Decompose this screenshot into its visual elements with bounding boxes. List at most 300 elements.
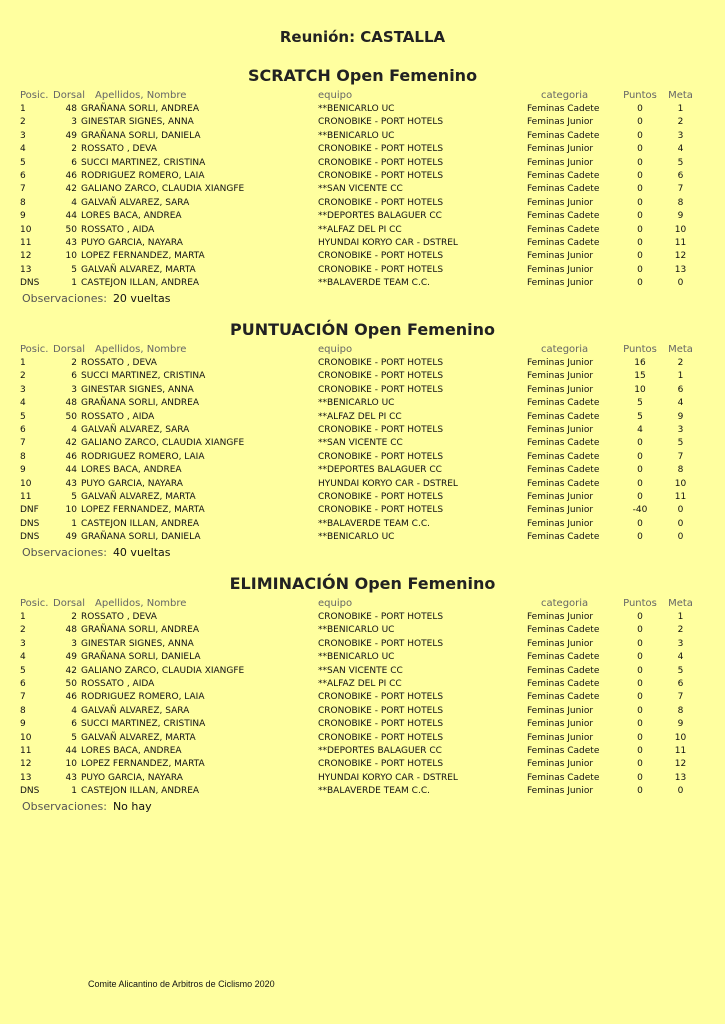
cell-points: 0 <box>637 465 643 476</box>
cell-team: CRONOBIKE - PORT HOTELS <box>318 171 444 182</box>
cell-dorsal: 6 <box>71 719 77 730</box>
cell-category: Feminas Junior <box>527 732 594 743</box>
cell-meta: 11 <box>674 238 687 249</box>
cell-dorsal: 50 <box>65 679 77 690</box>
table-row <box>20 732 700 745</box>
cell-category: Feminas Cadete <box>527 184 600 195</box>
table-row <box>20 411 700 424</box>
cell-name: ROSSATO , DEVA <box>81 144 157 155</box>
table-row <box>20 370 700 383</box>
cell-name: GRAÑANA SORLI, DANIELA <box>81 652 201 663</box>
section-eliminacion <box>0 574 725 815</box>
cell-pos: 12 <box>20 759 32 770</box>
cell-name: ROSSATO , AIDA <box>81 224 155 235</box>
cell-pos: DNS <box>20 532 40 543</box>
cell-category: Feminas Cadete <box>527 224 600 235</box>
cell-pos: 12 <box>20 251 32 262</box>
cell-pos: 10 <box>20 224 32 235</box>
cell-category: Feminas Cadete <box>527 692 600 703</box>
table-row <box>20 464 700 477</box>
cell-meta: 0 <box>677 786 684 797</box>
cell-name: ROSSATO , DEVA <box>81 358 157 368</box>
header-points: Puntos <box>623 90 657 101</box>
header-name: Apellidos, Nombre <box>95 598 187 609</box>
section-scratch <box>0 66 725 307</box>
header-pos: Posic. <box>20 598 49 609</box>
header-meta: Meta <box>668 90 693 101</box>
cell-points: 5 <box>637 411 643 422</box>
cell-team: CRONOBIKE - PORT HOTELS <box>318 732 444 743</box>
cell-meta: 1 <box>677 371 684 382</box>
cell-team: **BALAVERDE TEAM C.C. <box>318 278 430 289</box>
cell-dorsal: 4 <box>71 425 77 436</box>
cell-pos: 1 <box>20 612 26 622</box>
cell-points: 0 <box>637 746 643 757</box>
table-row <box>20 491 700 504</box>
cell-category: Feminas Cadete <box>527 171 600 182</box>
cell-points: 0 <box>637 786 643 797</box>
cell-meta: 12 <box>674 759 687 770</box>
cell-name: LOPEZ FERNANDEZ, MARTA <box>81 505 205 516</box>
cell-dorsal: 4 <box>71 705 77 716</box>
cell-name: LORES BACA, ANDREA <box>81 465 182 476</box>
table-row <box>20 437 700 450</box>
cell-team: CRONOBIKE - PORT HOTELS <box>318 612 444 622</box>
cell-points: 0 <box>637 238 643 249</box>
cell-category: Feminas Junior <box>527 144 594 155</box>
cell-team: **BALAVERDE TEAM C.C. <box>318 786 430 797</box>
cell-team: **DEPORTES BALAGUER CC <box>318 465 442 476</box>
cell-meta: 5 <box>677 157 684 168</box>
cell-category: Feminas Junior <box>527 197 594 208</box>
results-table <box>20 343 700 545</box>
table-row <box>20 705 700 718</box>
cell-meta: 2 <box>677 117 684 128</box>
cell-dorsal: 3 <box>71 384 77 395</box>
cell-name: GRAÑANA SORLI, ANDREA <box>81 104 200 114</box>
cell-name: GALIANO ZARCO, CLAUDIA XIANGFE <box>81 184 245 195</box>
cell-dorsal: 10 <box>65 251 77 262</box>
cell-dorsal: 3 <box>71 638 77 649</box>
cell-points: 0 <box>637 679 643 690</box>
observations-value: 20 vueltas <box>112 291 171 305</box>
cell-team: **BENICARLO UC <box>318 532 395 543</box>
cell-points: 0 <box>637 438 643 449</box>
cell-category: Feminas Junior <box>527 384 594 395</box>
cell-category: Feminas Junior <box>527 518 594 529</box>
table-row <box>20 718 700 731</box>
header-pos: Posic. <box>20 344 49 355</box>
cell-team: **ALFAZ DEL PI CC <box>318 679 402 690</box>
cell-pos: 5 <box>20 157 26 168</box>
cell-pos: 13 <box>20 772 32 783</box>
cell-points: 0 <box>637 638 643 649</box>
results-table <box>20 597 700 799</box>
cell-meta: 4 <box>677 398 684 409</box>
cell-name: GALVAÑ ALVAREZ, MARTA <box>81 492 196 503</box>
cell-dorsal: 49 <box>65 652 77 663</box>
table-row <box>20 277 700 290</box>
cell-category: Feminas Junior <box>527 759 594 770</box>
cell-pos: 8 <box>20 197 26 208</box>
table-row <box>20 691 700 704</box>
header-team: equipo <box>318 90 353 101</box>
cell-category: Feminas Cadete <box>527 465 600 476</box>
cell-category: Feminas Cadete <box>527 104 600 114</box>
cell-meta: 3 <box>677 638 684 649</box>
table-row <box>20 397 700 410</box>
cell-name: GALVAÑ ALVAREZ, SARA <box>81 705 190 716</box>
cell-pos: 7 <box>20 438 26 449</box>
table-header-row <box>20 597 700 611</box>
table-row <box>20 785 700 798</box>
cell-points: 0 <box>637 171 643 182</box>
cell-team: CRONOBIKE - PORT HOTELS <box>318 719 444 730</box>
cell-category: Feminas Cadete <box>527 130 600 141</box>
cell-dorsal: 10 <box>65 759 77 770</box>
cell-pos: 2 <box>20 371 26 382</box>
cell-dorsal: 1 <box>71 278 77 289</box>
cell-team: CRONOBIKE - PORT HOTELS <box>318 197 444 208</box>
cell-points: 0 <box>637 518 643 529</box>
cell-team: CRONOBIKE - PORT HOTELS <box>318 638 444 649</box>
cell-team: **DEPORTES BALAGUER CC <box>318 211 442 222</box>
cell-dorsal: 42 <box>65 184 77 195</box>
header-pos: Posic. <box>20 90 49 101</box>
cell-dorsal: 4 <box>71 197 77 208</box>
cell-pos: 1 <box>20 358 26 368</box>
cell-category: Feminas Junior <box>527 117 594 128</box>
cell-name: PUYO GARCIA, NAYARA <box>81 478 183 489</box>
cell-team: CRONOBIKE - PORT HOTELS <box>318 251 444 262</box>
cell-points: 0 <box>637 719 643 730</box>
cell-dorsal: 50 <box>65 224 77 235</box>
cell-dorsal: 2 <box>71 612 77 622</box>
cell-meta: 2 <box>677 625 684 636</box>
cell-pos: 1 <box>20 104 26 114</box>
observations-label: Observaciones: <box>22 799 107 813</box>
cell-name: ROSSATO , AIDA <box>81 411 155 422</box>
cell-dorsal: 43 <box>65 238 77 249</box>
cell-meta: 1 <box>677 612 684 622</box>
section-title: SCRATCH Open Femenino <box>247 66 478 85</box>
table-row <box>20 624 700 637</box>
header-meta: Meta <box>668 344 693 355</box>
cell-pos: 11 <box>20 746 32 757</box>
cell-pos: 3 <box>20 130 26 141</box>
cell-points: -40 <box>632 505 648 516</box>
table-row <box>20 651 700 664</box>
cell-team: CRONOBIKE - PORT HOTELS <box>318 358 444 368</box>
cell-dorsal: 6 <box>71 371 77 382</box>
cell-name: GRAÑANA SORLI, ANDREA <box>81 398 200 409</box>
cell-points: 0 <box>637 184 643 195</box>
cell-pos: DNS <box>20 786 40 797</box>
cell-points: 0 <box>637 705 643 716</box>
cell-category: Feminas Junior <box>527 505 594 516</box>
cell-dorsal: 5 <box>71 492 77 503</box>
cell-points: 0 <box>637 692 643 703</box>
observations-value: 40 vueltas <box>112 545 171 559</box>
cell-meta: 10 <box>674 224 687 235</box>
cell-category: Feminas Cadete <box>527 478 600 489</box>
cell-points: 0 <box>637 451 643 462</box>
cell-pos: DNS <box>20 518 40 529</box>
cell-pos: 6 <box>20 679 26 690</box>
cell-meta: 7 <box>677 184 684 195</box>
cell-name: GINESTAR SIGNES, ANNA <box>81 638 194 649</box>
cell-points: 4 <box>637 425 643 436</box>
cell-team: CRONOBIKE - PORT HOTELS <box>318 492 444 503</box>
cell-category: Feminas Cadete <box>527 665 600 676</box>
cell-points: 0 <box>637 278 643 289</box>
table-header-row <box>20 89 700 103</box>
cell-category: Feminas Junior <box>527 719 594 730</box>
cell-name: ROSSATO , DEVA <box>81 612 157 622</box>
cell-points: 0 <box>637 625 643 636</box>
cell-dorsal: 44 <box>65 465 77 476</box>
cell-name: PUYO GARCIA, NAYARA <box>81 772 183 783</box>
table-row <box>20 638 700 651</box>
observations <box>22 799 725 815</box>
cell-dorsal: 6 <box>71 157 77 168</box>
header-category: categoria <box>541 598 589 609</box>
cell-meta: 11 <box>674 492 687 503</box>
cell-dorsal: 48 <box>65 104 77 114</box>
cell-meta: 12 <box>674 251 687 262</box>
cell-category: Feminas Cadete <box>527 451 600 462</box>
cell-name: RODRIGUEZ ROMERO, LAIA <box>81 692 205 703</box>
cell-meta: 5 <box>677 438 684 449</box>
cell-meta: 8 <box>677 465 684 476</box>
cell-category: Feminas Cadete <box>527 238 600 249</box>
cell-meta: 8 <box>677 197 684 208</box>
cell-team: CRONOBIKE - PORT HOTELS <box>318 705 444 716</box>
cell-name: GINESTAR SIGNES, ANNA <box>81 117 194 128</box>
table-row <box>20 384 700 397</box>
table-row <box>20 678 700 691</box>
table-row <box>20 197 700 210</box>
cell-team: CRONOBIKE - PORT HOTELS <box>318 692 444 703</box>
cell-pos: 13 <box>20 264 32 275</box>
cell-team: CRONOBIKE - PORT HOTELS <box>318 384 444 395</box>
cell-meta: 6 <box>677 679 684 690</box>
cell-points: 0 <box>637 264 643 275</box>
cell-meta: 0 <box>677 505 684 516</box>
cell-team: CRONOBIKE - PORT HOTELS <box>318 264 444 275</box>
cell-team: HYUNDAI KORYO CAR - DSTREL <box>318 238 458 249</box>
table-row <box>20 357 700 370</box>
cell-pos: 9 <box>20 211 26 222</box>
cell-pos: 10 <box>20 478 32 489</box>
cell-pos: DNF <box>20 505 39 516</box>
cell-team: **BALAVERDE TEAM C.C. <box>318 518 430 529</box>
header-category: categoria <box>541 344 589 355</box>
cell-points: 0 <box>637 224 643 235</box>
cell-name: GALVAÑ ALVAREZ, MARTA <box>81 264 196 275</box>
cell-dorsal: 44 <box>65 746 77 757</box>
cell-category: Feminas Cadete <box>527 398 600 409</box>
cell-team: **BENICARLO UC <box>318 652 395 663</box>
cell-category: Feminas Junior <box>527 492 594 503</box>
cell-name: PUYO GARCIA, NAYARA <box>81 238 183 249</box>
cell-category: Feminas Cadete <box>527 532 600 543</box>
table-row <box>20 758 700 771</box>
cell-meta: 0 <box>677 532 684 543</box>
cell-name: GRAÑANA SORLI, DANIELA <box>81 130 201 141</box>
cell-points: 0 <box>637 144 643 155</box>
cell-category: Feminas Junior <box>527 425 594 436</box>
cell-category: Feminas Junior <box>527 638 594 649</box>
header-dorsal: Dorsal <box>53 90 86 101</box>
cell-meta: 10 <box>674 478 687 489</box>
cell-points: 15 <box>634 371 646 382</box>
cell-category: Feminas Cadete <box>527 411 600 422</box>
cell-pos: 4 <box>20 144 26 155</box>
table-row <box>20 424 700 437</box>
cell-points: 0 <box>637 211 643 222</box>
cell-category: Feminas Junior <box>527 371 594 382</box>
cell-meta: 3 <box>677 130 684 141</box>
cell-meta: 1 <box>677 104 684 114</box>
cell-category: Feminas Junior <box>527 358 594 368</box>
cell-pos: 8 <box>20 451 26 462</box>
cell-pos: 10 <box>20 732 32 743</box>
cell-name: GALVAÑ ALVAREZ, SARA <box>81 425 190 436</box>
cell-pos: 7 <box>20 692 26 703</box>
cell-pos: 8 <box>20 705 26 716</box>
cell-pos: 5 <box>20 411 26 422</box>
cell-meta: 7 <box>677 692 684 703</box>
cell-points: 0 <box>637 759 643 770</box>
cell-meta: 5 <box>677 665 684 676</box>
header-dorsal: Dorsal <box>53 598 86 609</box>
cell-team: CRONOBIKE - PORT HOTELS <box>318 451 444 462</box>
cell-pos: 7 <box>20 184 26 195</box>
cell-team: **SAN VICENTE CC <box>318 665 403 676</box>
cell-meta: 6 <box>677 384 684 395</box>
cell-team: CRONOBIKE - PORT HOTELS <box>318 117 444 128</box>
cell-name: SUCCI MARTINEZ, CRISTINA <box>81 157 206 168</box>
cell-category: Feminas Junior <box>527 786 594 797</box>
cell-team: CRONOBIKE - PORT HOTELS <box>318 505 444 516</box>
cell-dorsal: 50 <box>65 411 77 422</box>
cell-category: Feminas Junior <box>527 251 594 262</box>
cell-dorsal: 46 <box>65 171 77 182</box>
cell-dorsal: 46 <box>65 451 77 462</box>
header-points: Puntos <box>623 598 657 609</box>
table-row <box>20 237 700 250</box>
cell-name: GALVAÑ ALVAREZ, MARTA <box>81 732 196 743</box>
cell-name: CASTEJON ILLAN, ANDREA <box>81 518 200 529</box>
cell-dorsal: 43 <box>65 478 77 489</box>
cell-category: Feminas Junior <box>527 264 594 275</box>
cell-category: Feminas Cadete <box>527 625 600 636</box>
table-row <box>20 170 700 183</box>
cell-team: **ALFAZ DEL PI CC <box>318 224 402 235</box>
cell-dorsal: 49 <box>65 130 77 141</box>
header-points: Puntos <box>623 344 657 355</box>
cell-points: 0 <box>637 130 643 141</box>
cell-meta: 9 <box>677 411 684 422</box>
cell-name: LOPEZ FERNANDEZ, MARTA <box>81 759 205 770</box>
table-row <box>20 157 700 170</box>
table-row <box>20 504 700 517</box>
cell-pos: 4 <box>20 398 26 409</box>
cell-dorsal: 1 <box>71 518 77 529</box>
cell-category: Feminas Cadete <box>527 211 600 222</box>
cell-dorsal: 48 <box>65 625 77 636</box>
cell-category: Feminas Junior <box>527 612 594 622</box>
section-puntuacion <box>0 320 725 561</box>
cell-meta: 3 <box>677 425 684 436</box>
header-dorsal: Dorsal <box>53 344 86 355</box>
cell-dorsal: 5 <box>71 732 77 743</box>
cell-team: **BENICARLO UC <box>318 104 395 114</box>
table-row <box>20 143 700 156</box>
cell-pos: 6 <box>20 425 26 436</box>
results-table <box>20 89 700 291</box>
table-row <box>20 478 700 491</box>
cell-pos: 11 <box>20 492 32 503</box>
cell-pos: 3 <box>20 638 26 649</box>
cell-category: Feminas Cadete <box>527 652 600 663</box>
cell-dorsal: 42 <box>65 438 77 449</box>
observations-value: No hay <box>112 799 152 813</box>
cell-name: LORES BACA, ANDREA <box>81 211 182 222</box>
cell-team: HYUNDAI KORYO CAR - DSTREL <box>318 772 458 783</box>
cell-meta: 4 <box>677 652 684 663</box>
cell-dorsal: 3 <box>71 117 77 128</box>
table-row <box>20 665 700 678</box>
cell-name: CASTEJON ILLAN, ANDREA <box>81 278 200 289</box>
cell-dorsal: 44 <box>65 211 77 222</box>
cell-points: 0 <box>637 492 643 503</box>
cell-dorsal: 43 <box>65 772 77 783</box>
cell-category: Feminas Cadete <box>527 438 600 449</box>
cell-dorsal: 1 <box>71 786 77 797</box>
cell-name: RODRIGUEZ ROMERO, LAIA <box>81 451 205 462</box>
cell-team: **BENICARLO UC <box>318 130 395 141</box>
cell-points: 0 <box>637 532 643 543</box>
cell-name: LOPEZ FERNANDEZ, MARTA <box>81 251 205 262</box>
table-row <box>20 103 700 116</box>
header-team: equipo <box>318 344 353 355</box>
cell-team: CRONOBIKE - PORT HOTELS <box>318 759 444 770</box>
cell-meta: 2 <box>677 358 684 368</box>
cell-meta: 4 <box>677 144 684 155</box>
cell-meta: 0 <box>677 278 684 289</box>
cell-dorsal: 46 <box>65 692 77 703</box>
header-team: equipo <box>318 598 353 609</box>
page-title: Reunión: CASTALLA <box>279 28 446 46</box>
cell-team: **BENICARLO UC <box>318 625 395 636</box>
cell-points: 10 <box>634 384 646 395</box>
cell-points: 0 <box>637 104 643 114</box>
cell-pos: 2 <box>20 117 26 128</box>
cell-pos: 2 <box>20 625 26 636</box>
table-row <box>20 531 700 544</box>
cell-points: 0 <box>637 772 643 783</box>
cell-meta: 7 <box>677 451 684 462</box>
footer-text: Comite Alicantino de Arbitros de Ciclismo 2020 <box>88 979 275 989</box>
cell-points: 0 <box>637 478 643 489</box>
cell-category: Feminas Junior <box>527 278 594 289</box>
cell-dorsal: 49 <box>65 532 77 543</box>
cell-category: Feminas Junior <box>527 157 594 168</box>
cell-team: CRONOBIKE - PORT HOTELS <box>318 425 444 436</box>
cell-pos: 5 <box>20 665 26 676</box>
